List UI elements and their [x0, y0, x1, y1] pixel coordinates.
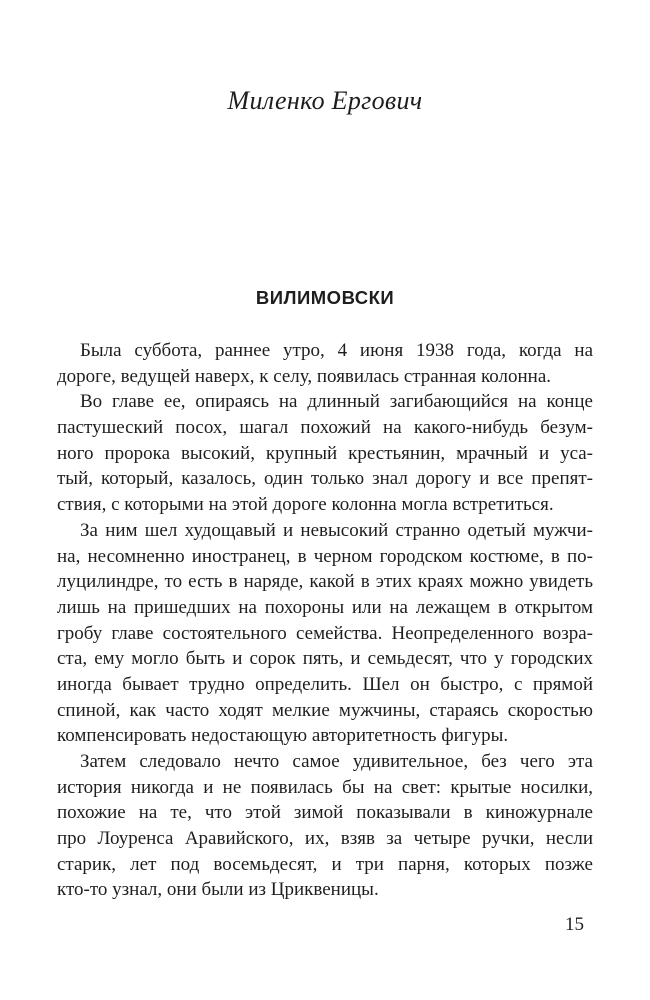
text-line: дороге, ведущей наверх, к селу, появилась странная колонна.	[57, 365, 552, 387]
text-line: За ним шел худощавый и невысокий странно одетый мужчи-	[80, 519, 593, 541]
text-line: похожие на те, что этой зимой показывали в киножурнале	[57, 802, 593, 824]
text-line: старик, лет под восемьдесят, и три парня, которых позже	[57, 853, 593, 875]
chapter-title: ВИЛИМОВСКИ	[255, 287, 395, 308]
text-line: ста, ему могло быть и сорок пять, и семьдесят, что у городских	[57, 648, 593, 670]
text-line: ствия, с которыми на этой дороге колонна могла встретиться.	[57, 494, 554, 516]
text-line: компенсировать недостающую авторитетность фигуры.	[57, 725, 509, 747]
page-number: 15	[565, 914, 584, 935]
text-line: иногда бывает трудно определить. Шел он быстро, с прямой	[57, 673, 593, 695]
text-line: Во главе ее, опираясь на длинный загибающийся на конце	[80, 391, 593, 413]
author-name: Миленко Ергович	[227, 86, 423, 115]
text-line: луцилиндре, то есть в наряде, какой в этих краях можно увидеть	[57, 571, 593, 593]
text-line: Была суббота, раннее утро, 4 июня 1938 года, когда на	[80, 340, 593, 361]
text-line: лишь на пришедших на похороны или на лежащем в открытом	[57, 596, 593, 618]
text-line: гробу главе состоятельного семейства. Неопределенного возра-	[57, 622, 593, 644]
text-line: спиной, как часто ходят мелкие мужчины, стараясь скоростью	[57, 699, 593, 721]
text-line: ного пророка высокий, крупный крестьянин, мрачный и уса-	[57, 442, 593, 464]
text-line: история никогда и не появилась бы на свет: крытые носилки,	[57, 776, 593, 798]
text-line: пастушеский посох, шагал похожий на какого-нибудь безум-	[57, 417, 593, 439]
chapter-body	[57, 338, 593, 903]
text-line: кто-то узнал, они были из Цриквеницы.	[57, 879, 379, 901]
text-line: на, несомненно иностранец, в черном городском костюме, в по-	[57, 545, 593, 567]
text-line: про Лоуренса Аравийского, их, взяв за четыре ручки, несли	[57, 828, 593, 850]
text-line: Затем следовало нечто самое удивительное, без чего эта	[80, 751, 593, 772]
text-line: тый, который, казалось, один только знал дорогу и все препят-	[57, 468, 593, 490]
